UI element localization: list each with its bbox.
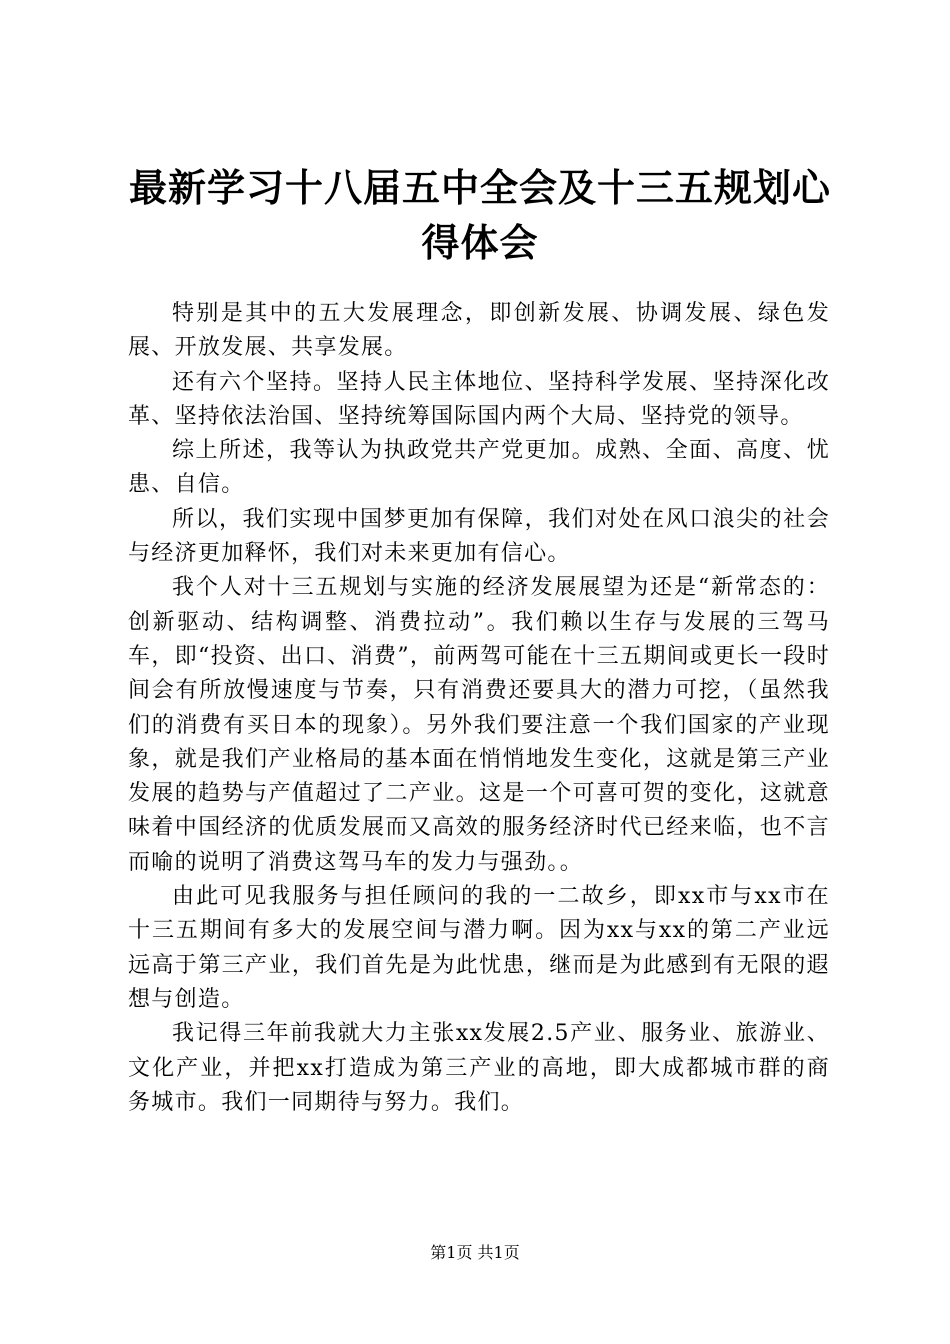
paragraph: 特别是其中的五大发展理念，即创新发展、协调发展、绿色发展、开放发展、共享发展。 xyxy=(128,301,830,361)
document-body xyxy=(128,297,830,1120)
paragraph: 所以，我们实现中国梦更加有保障，我们对处在风口浪尖的社会与经济更加释怀，我们对未来更加有信心。 xyxy=(128,506,830,567)
paragraph: 还有六个坚持。坚持人民主体地位、坚持科学发展、坚持深化改革、坚持依法治国、坚持统筹国际国内两个大局、坚持党的领导。 xyxy=(128,369,830,429)
paragraph: 综上所述，我等认为执政党共产党更加。成熟、全面、高度、忧患、自信。 xyxy=(128,438,830,498)
paragraph: 我个人对十三五规划与实施的经济发展展望为还是“新常态的：创新驱动、结构调整、消费拉动”。我们赖以生存与发展的三驾马车，即“投资、出口、消费”，前两驾可能在十三五期间或更长一段时间会有所放慢速度与节奏，只有消费还要具大的潜力可挖，（虽然我们的消费有买日本的现象）。另外我们要注意一个我们国家的产业现象，就是我们产业格局的基本面在悄悄地发生变化，这就是第三产业发展的趋势与产值超过了二产业。这是一个可喜可贺的变化，这就意味着中国经济的优质发展而又高效的服务经济时代已经来临，也不言而喻的说明了消费这驾马车的发力与强劲。。 xyxy=(128,575,830,875)
paragraph: 由此可见我服务与担任顾问的我的一二故乡，即xx市与xx市在十三五期间有多大的发展空间与潜力啊。因为xx与xx的第二产业远远高于第三产业，我们首先是为此忧患，继而是为此感到有无限的遐想与创造。 xyxy=(128,884,830,1012)
paragraph: 我记得三年前我就大力主张xx发展2.5产业、服务业、旅游业、文化产业，并把xx打造成为第三产业的高地，即大成都城市群的商务城市。我们一同期待与努力。我们。 xyxy=(128,1021,830,1115)
page-footer: 第1页 共1页 xyxy=(430,1243,520,1262)
document-title: 最新学习十八届五中全会及十三五规划心得体会 xyxy=(128,165,831,265)
